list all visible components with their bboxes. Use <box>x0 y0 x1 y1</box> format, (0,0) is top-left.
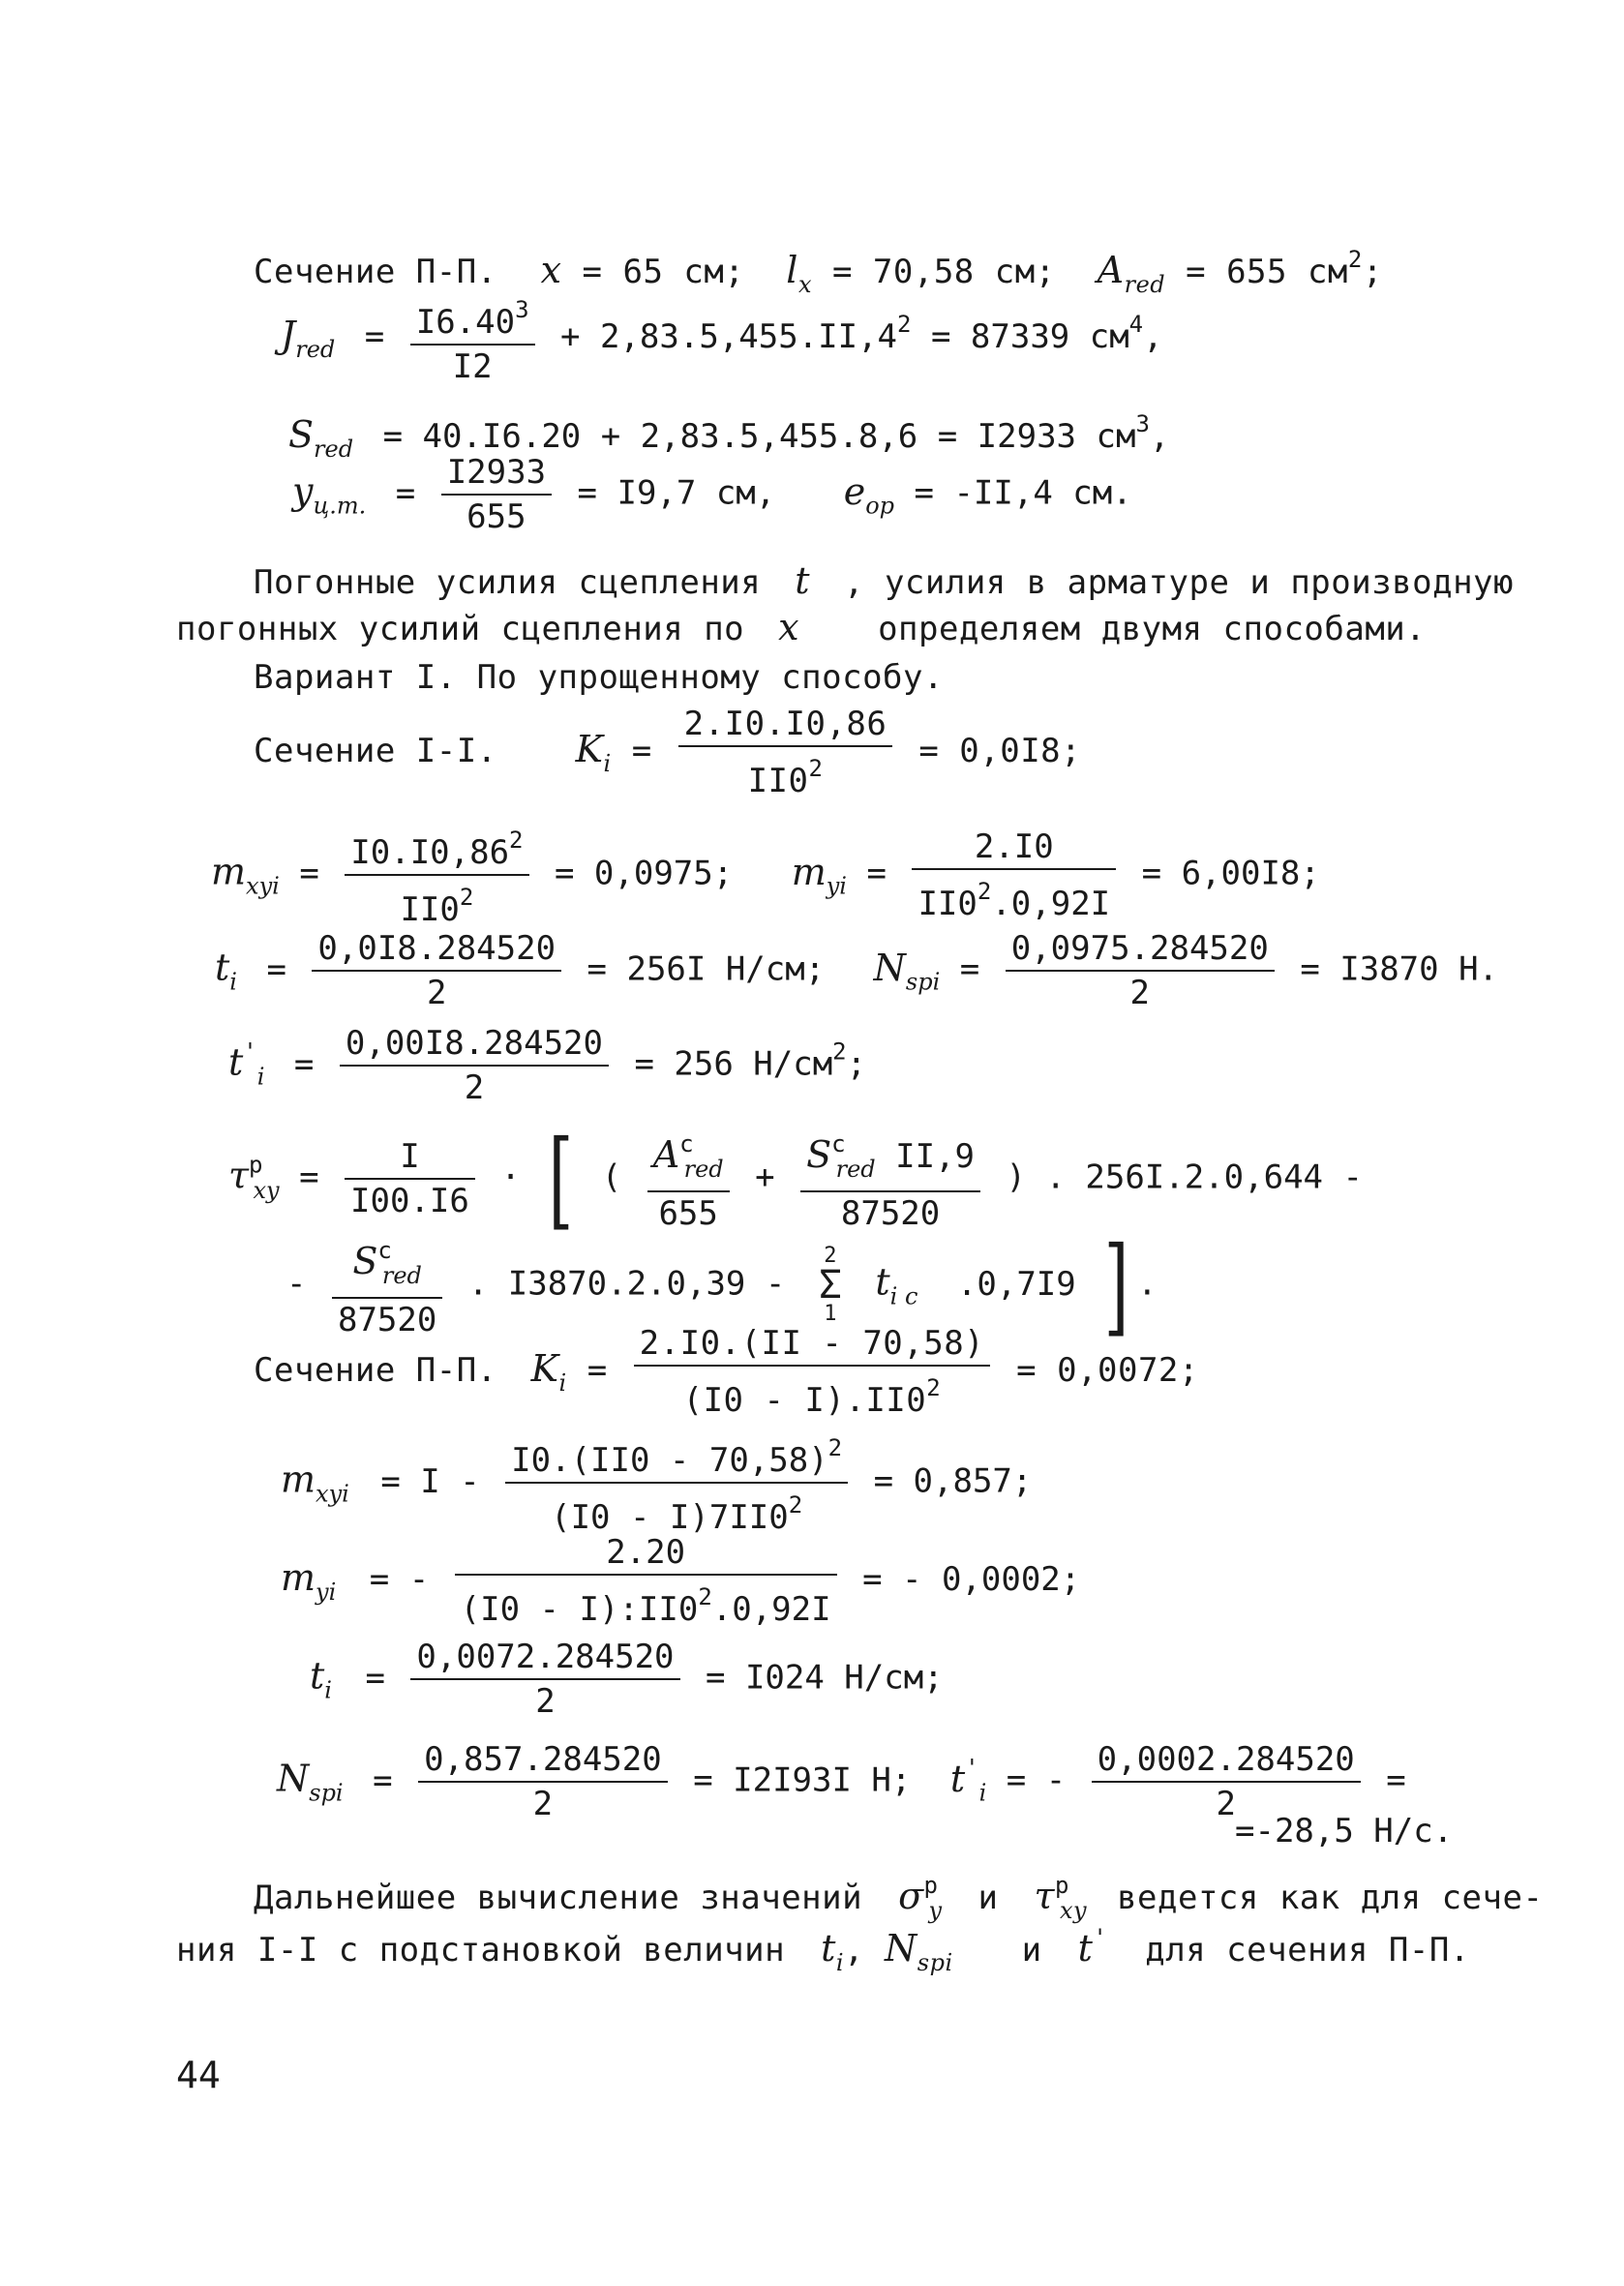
paragraph-2-line-1: Дальнейшее вычисление значений $\sigma^p_y$ и $\tau^p_{xy}$ ведется как для сече- <box>254 1872 1544 1924</box>
sec2-final-value: =-28,5 Н/с. <box>1235 1812 1454 1850</box>
sec1-ki-equation: Сечение I-I. $K_i$ = $\frac{2.I0.I0,86}{II0^2}$ = 0,0I8; <box>254 705 1082 800</box>
sec2-t-fraction: $\frac{0,0072.284520}{2}$ <box>410 1638 679 1721</box>
yct-equation: $y_{ц.т.}$ = $\frac{I2933}{655}$ = I9,7 см, $e_{op} = -II,4$ см. <box>292 453 1132 536</box>
sec1-tprime-fraction: $\frac{0,00I8.284520}{2}$ <box>340 1024 609 1107</box>
page-number: 44 <box>176 2054 221 2096</box>
tau-fraction: $\frac{I}{I00.I6}$ <box>345 1137 475 1220</box>
tau-a-fraction: $\frac{A^c_{red}}{655}$ <box>647 1125 730 1233</box>
sec2-n-tprime-equation: $N_{spi}$ = $\frac{0,857.284520}{2}$ = I2I93I Н; $t'_i$ = - $\frac{0,0002.284520}{2}$ = <box>277 1740 1406 1823</box>
section-label: Сечение П-П. <box>254 253 497 291</box>
sec1-t-n-equations: $t_i$ = $\frac{0,0I8.284520}{2}$ = 256I Н/см; $N_{spi}$ = $\frac{0,0975.284520}{2}$ = I3870 Н. <box>215 929 1499 1012</box>
tau-equation-line-2: - $\frac{S^c_{red}}{87520}$ . I3870.2.0,39 - 2 Σ 1 $t_{i c}$ .0,7I9 ] . <box>286 1223 1158 1347</box>
sec1-n-fraction: $\frac{0,0975.284520}{2}$ <box>1006 929 1275 1012</box>
sred-equation: $S_{red} = 40.I6.20 + 2,83.5,455.8,6 = I2933$ $см^3$, <box>288 410 1170 463</box>
sec2-ki-equation: Сечение П-П. $K_i$ = $\frac{2.I0.(II - 70,58)}{(I0 - I).II0^2}$ = 0,0072; <box>254 1324 1199 1420</box>
sec2-my-equation: $m_{yi}$ = - $\frac{2.20}{(I0 - I):II0^2.0,92I}$ = - 0,0002; <box>281 1533 1081 1629</box>
sec2-n-fraction: $\frac{0,857.284520}{2}$ <box>418 1740 668 1823</box>
left-bracket: [ <box>548 1117 574 1241</box>
paragraph-2-line-2: ния I-I с подстановкой величин $t_i$, $N_{spi}$ и t' для сечения П-П. <box>176 1924 1470 1976</box>
paragraph-1-line-1: Погонные усилия сцепления t , усилия в арматуре и производную <box>254 559 1515 602</box>
ired-fraction: $\frac{I6.40^3}{I2}$ <box>410 290 535 386</box>
sec1-ki-fraction: $\frac{2.I0.I0,86}{II0^2}$ <box>678 705 893 800</box>
sec2-ki-fraction: $\frac{2.I0.(II - 70,58)}{(I0 - I).II0^2}$ <box>634 1324 991 1420</box>
yct-fraction: $\frac{I2933}{655}$ <box>441 453 552 536</box>
sec2-t-equation: $t_i$ = $\frac{0,0072.284520}{2}$ = I024 Н/см; <box>310 1638 944 1721</box>
sec1-mxy-fraction: $\frac{I0.I0,86^2}{II0^2}$ <box>345 821 528 929</box>
sum-symbol: 2 Σ 1 <box>818 1244 842 1326</box>
sec2-mxy-fraction: $\frac{I0.(II0 - 70,58)^2}{(I0 - I)7II0^2}$ <box>505 1429 848 1537</box>
sec2-mxy-equation: $m_{xyi} = I$ - $\frac{I0.(II0 - 70,58)^2}{(I0 - I)7II0^2}$ = 0,857; <box>281 1429 1032 1537</box>
paragraph-1-line-2: погонных усилий сцепления по x определяем двумя способами. <box>176 606 1427 648</box>
sec2-my-fraction: $\frac{2.20}{(I0 - I):II0^2.0,92I}$ <box>455 1533 837 1629</box>
right-bracket: ] <box>1103 1223 1129 1347</box>
sec1-tprime-equation: $t'_i$ = $\frac{0,00I8.284520}{2}$ = 256 $Н/см^2$; <box>228 1024 867 1107</box>
sec1-t-fraction: $\frac{0,0I8.284520}{2}$ <box>312 929 561 1012</box>
variant-heading: Вариант I. По упрощенному способу. <box>254 658 944 697</box>
tau-s-fraction: $\frac{S^c_{red} II,9}{87520}$ <box>800 1125 980 1233</box>
sec2-tprime-fraction: $\frac{0,0002.284520}{2}$ <box>1092 1740 1361 1823</box>
sec1-m-equations: $m_{xyi}$ = $\frac{I0.I0,86^2}{II0^2}$ = 0,0975; $m_{yi}$ = $\frac{2.I0}{II0^2.0,92I}$ = 6,00I8; <box>211 821 1320 929</box>
tau-equation-line-1: $\tau^p_{xy}$ = $\frac{I}{I00.I6}$ · [ ( $\frac{A^c_{red}}{655}$ + $\frac{S^c_{red} II,9}{87520}$ ) . 256I.2.0,644 - <box>228 1117 1363 1241</box>
ired-equation: $J_{red}$ = $\frac{I6.40^3}{I2}$ + $2,83.5,455.II,4^2 = 87339$ $см^4$, <box>281 290 1163 386</box>
tau-s2-fraction: $\frac{S^c_{red}}{87520}$ <box>332 1231 442 1339</box>
section2-header: Сечение П-П. x = 65 см; $l_x = 70,58$ см; $A_{red} = 655$ $см^2$; <box>254 246 1383 298</box>
sec1-my-fraction: $\frac{2.I0}{II0^2.0,92I}$ <box>912 827 1116 923</box>
